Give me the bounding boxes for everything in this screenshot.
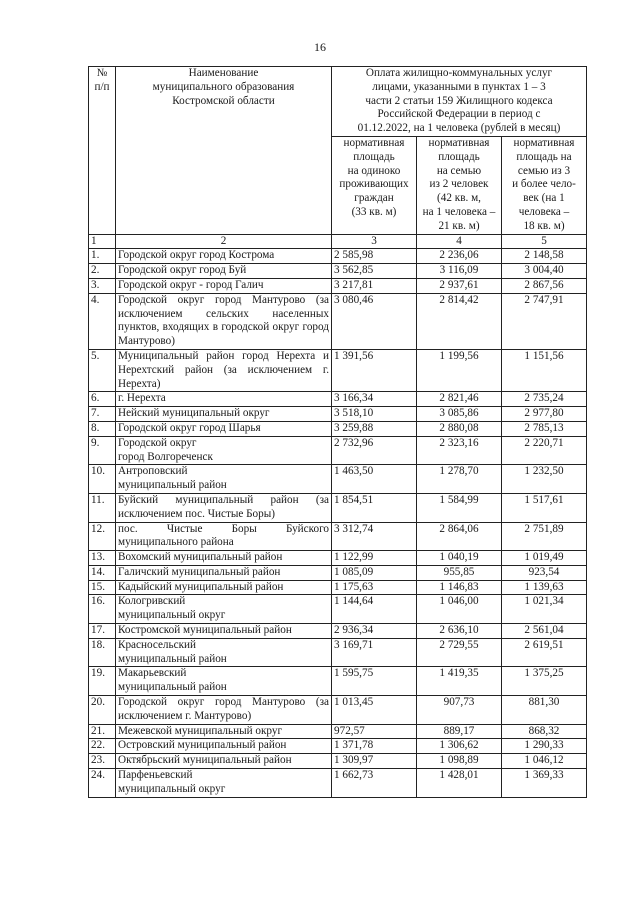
municipality-name: Красносельский муниципальный район [116,638,332,667]
payment-two-person: 2 937,61 [417,278,502,293]
table-row [89,551,587,566]
payment-two-person: 889,17 [417,724,502,739]
payment-three-person: 1 375,25 [502,667,587,696]
table-row [89,436,587,465]
payment-three-person: 1 021,34 [502,595,587,624]
municipality-name: Островский муниципальный район [116,739,332,754]
municipality-name: Антроповский муниципальный район [116,465,332,494]
table-row [89,493,587,522]
column-number-row [89,234,587,249]
municipality-name: Межевской муниципальный округ [116,724,332,739]
payment-single: 3 166,34 [332,392,417,407]
row-number: 16. [89,595,116,624]
header-municipality-name: Наименование муниципального образования Костромской области [116,67,332,235]
municipality-name: Городской округ город Мантурово (за исключением сельских населенных пунктов, входящих в городской округ город Мантурово) [116,293,332,349]
column-number: 4 [417,234,502,249]
header-single-person: нормативная площадь на одиноко проживающих граждан (33 кв. м) [332,136,417,234]
payment-single: 3 312,74 [332,522,417,551]
table-row [89,278,587,293]
table-row [89,754,587,769]
payment-two-person: 955,85 [417,565,502,580]
row-number: 24. [89,769,116,798]
payment-three-person: 868,32 [502,724,587,739]
municipality-name: Городской округ город Буй [116,264,332,279]
table-row [89,407,587,422]
payment-three-person: 1 139,63 [502,580,587,595]
municipality-name: г. Нерехта [116,392,332,407]
payment-three-person: 2 148,58 [502,249,587,264]
payment-three-person: 881,30 [502,696,587,725]
municipality-name: Кадыйский муниципальный район [116,580,332,595]
municipality-name: Муниципальный район город Нерехта и Нерехтский район (за исключением г. Нерехта) [116,349,332,391]
municipality-name: Городской округ - город Галич [116,278,332,293]
payment-single: 2 732,96 [332,436,417,465]
payment-two-person: 1 278,70 [417,465,502,494]
payment-two-person: 3 085,86 [417,407,502,422]
payment-single: 3 169,71 [332,638,417,667]
payment-two-person: 3 116,09 [417,264,502,279]
column-number: 5 [502,234,587,249]
table-row [89,624,587,639]
row-number: 5. [89,349,116,391]
payment-two-person: 2 323,16 [417,436,502,465]
table-row [89,638,587,667]
row-number: 2. [89,264,116,279]
header-payment: Оплата жилищно-коммунальных услуг лицами, указанными в пунктах 1 – 3 части 2 статьи 159 Жилищного кодекса Российской Федерации в период с 01.12.2022, на 1 человека (рублей в месяц) [332,67,587,137]
row-number: 23. [89,754,116,769]
payment-three-person: 2 220,71 [502,436,587,465]
header-three-person: нормативная площадь на семью из 3 и более чело- век (на 1 человека – 18 кв. м) [502,136,587,234]
column-number: 1 [89,234,116,249]
row-number: 20. [89,696,116,725]
municipality-name: Городской округ город Волгореченск [116,436,332,465]
payment-single: 1 309,97 [332,754,417,769]
municipality-name: Вохомский муниципальный район [116,551,332,566]
municipality-name: Городской округ город Мантурово (за исключением г. Мантурово) [116,696,332,725]
row-number: 3. [89,278,116,293]
header-two-person: нормативная площадь на семью из 2 человек (42 кв. м, на 1 человека – 21 кв. м) [417,136,502,234]
payment-single: 1 085,09 [332,565,417,580]
payment-three-person: 2 619,51 [502,638,587,667]
payment-single: 1 854,51 [332,493,417,522]
table-row [89,421,587,436]
payment-three-person: 1 019,49 [502,551,587,566]
payment-two-person: 1 046,00 [417,595,502,624]
row-number: 17. [89,624,116,639]
payment-three-person: 2 747,91 [502,293,587,349]
payment-two-person: 2 729,55 [417,638,502,667]
row-number: 6. [89,392,116,407]
payment-single: 1 144,64 [332,595,417,624]
payment-table [88,66,587,798]
municipality-name: Буйский муниципальный район (за исключением пос. Чистые Боры) [116,493,332,522]
column-number: 3 [332,234,417,249]
payment-two-person: 1 098,89 [417,754,502,769]
payment-two-person: 1 428,01 [417,769,502,798]
table-row [89,667,587,696]
payment-single: 1 463,50 [332,465,417,494]
row-number: 9. [89,436,116,465]
payment-single: 2 585,98 [332,249,417,264]
municipality-name: Городской округ город Кострома [116,249,332,264]
table-row [89,580,587,595]
payment-three-person: 2 977,80 [502,407,587,422]
payment-single: 1 175,63 [332,580,417,595]
page-number: 16 [314,40,326,54]
row-number: 11. [89,493,116,522]
payment-two-person: 1 584,99 [417,493,502,522]
column-number: 2 [116,234,332,249]
table-row [89,293,587,349]
municipality-name: Галичский муниципальный район [116,565,332,580]
payment-two-person: 1 199,56 [417,349,502,391]
payment-three-person: 1 046,12 [502,754,587,769]
table-row [89,349,587,391]
payment-three-person: 1 369,33 [502,769,587,798]
header-number: № п/п [89,67,116,235]
table-row [89,392,587,407]
municipality-name: Городской округ город Шарья [116,421,332,436]
payment-single: 972,57 [332,724,417,739]
payment-three-person: 2 867,56 [502,278,587,293]
payment-two-person: 1 419,35 [417,667,502,696]
row-number: 12. [89,522,116,551]
row-number: 1. [89,249,116,264]
table-row [89,565,587,580]
payment-three-person: 2 785,13 [502,421,587,436]
municipality-name: пос. Чистые Боры Буйского муниципального района [116,522,332,551]
payment-two-person: 2 880,08 [417,421,502,436]
payment-three-person: 3 004,40 [502,264,587,279]
payment-three-person: 1 517,61 [502,493,587,522]
payment-three-person: 923,54 [502,565,587,580]
payment-three-person: 2 751,89 [502,522,587,551]
municipality-name: Октябрьский муниципальный район [116,754,332,769]
payment-three-person: 1 151,56 [502,349,587,391]
table-row [89,595,587,624]
row-number: 21. [89,724,116,739]
row-number: 13. [89,551,116,566]
row-number: 8. [89,421,116,436]
table-header-row [89,67,587,137]
municipality-name: Парфеньевский муниципальный округ [116,769,332,798]
row-number: 19. [89,667,116,696]
payment-single: 3 217,81 [332,278,417,293]
payment-two-person: 907,73 [417,696,502,725]
row-number: 10. [89,465,116,494]
table-row [89,522,587,551]
row-number: 14. [89,565,116,580]
payment-two-person: 2 236,06 [417,249,502,264]
row-number: 15. [89,580,116,595]
municipality-name: Макарьевский муниципальный район [116,667,332,696]
payment-two-person: 1 146,83 [417,580,502,595]
payment-two-person: 2 814,42 [417,293,502,349]
payment-single: 2 936,34 [332,624,417,639]
payment-single: 1 122,99 [332,551,417,566]
payment-two-person: 2 821,46 [417,392,502,407]
payment-two-person: 1 306,62 [417,739,502,754]
row-number: 7. [89,407,116,422]
row-number: 22. [89,739,116,754]
payment-three-person: 2 735,24 [502,392,587,407]
payment-single: 3 259,88 [332,421,417,436]
payment-three-person: 1 290,33 [502,739,587,754]
payment-single: 1 371,78 [332,739,417,754]
payment-single: 1 662,73 [332,769,417,798]
payment-single: 1 391,56 [332,349,417,391]
municipality-name: Кологривский муниципальный округ [116,595,332,624]
table-row [89,465,587,494]
payment-two-person: 2 864,06 [417,522,502,551]
payment-single: 1 595,75 [332,667,417,696]
payment-single: 3 518,10 [332,407,417,422]
payment-three-person: 2 561,04 [502,624,587,639]
table-row [89,696,587,725]
row-number: 4. [89,293,116,349]
payment-single: 3 080,46 [332,293,417,349]
municipality-name: Костромской муниципальный район [116,624,332,639]
municipality-name: Нейский муниципальный округ [116,407,332,422]
table-row [89,739,587,754]
payment-two-person: 1 040,19 [417,551,502,566]
payment-two-person: 2 636,10 [417,624,502,639]
table-row [89,249,587,264]
payment-three-person: 1 232,50 [502,465,587,494]
row-number: 18. [89,638,116,667]
payment-single: 3 562,85 [332,264,417,279]
table-row [89,264,587,279]
table-row [89,724,587,739]
payment-single: 1 013,45 [332,696,417,725]
table-row [89,769,587,798]
